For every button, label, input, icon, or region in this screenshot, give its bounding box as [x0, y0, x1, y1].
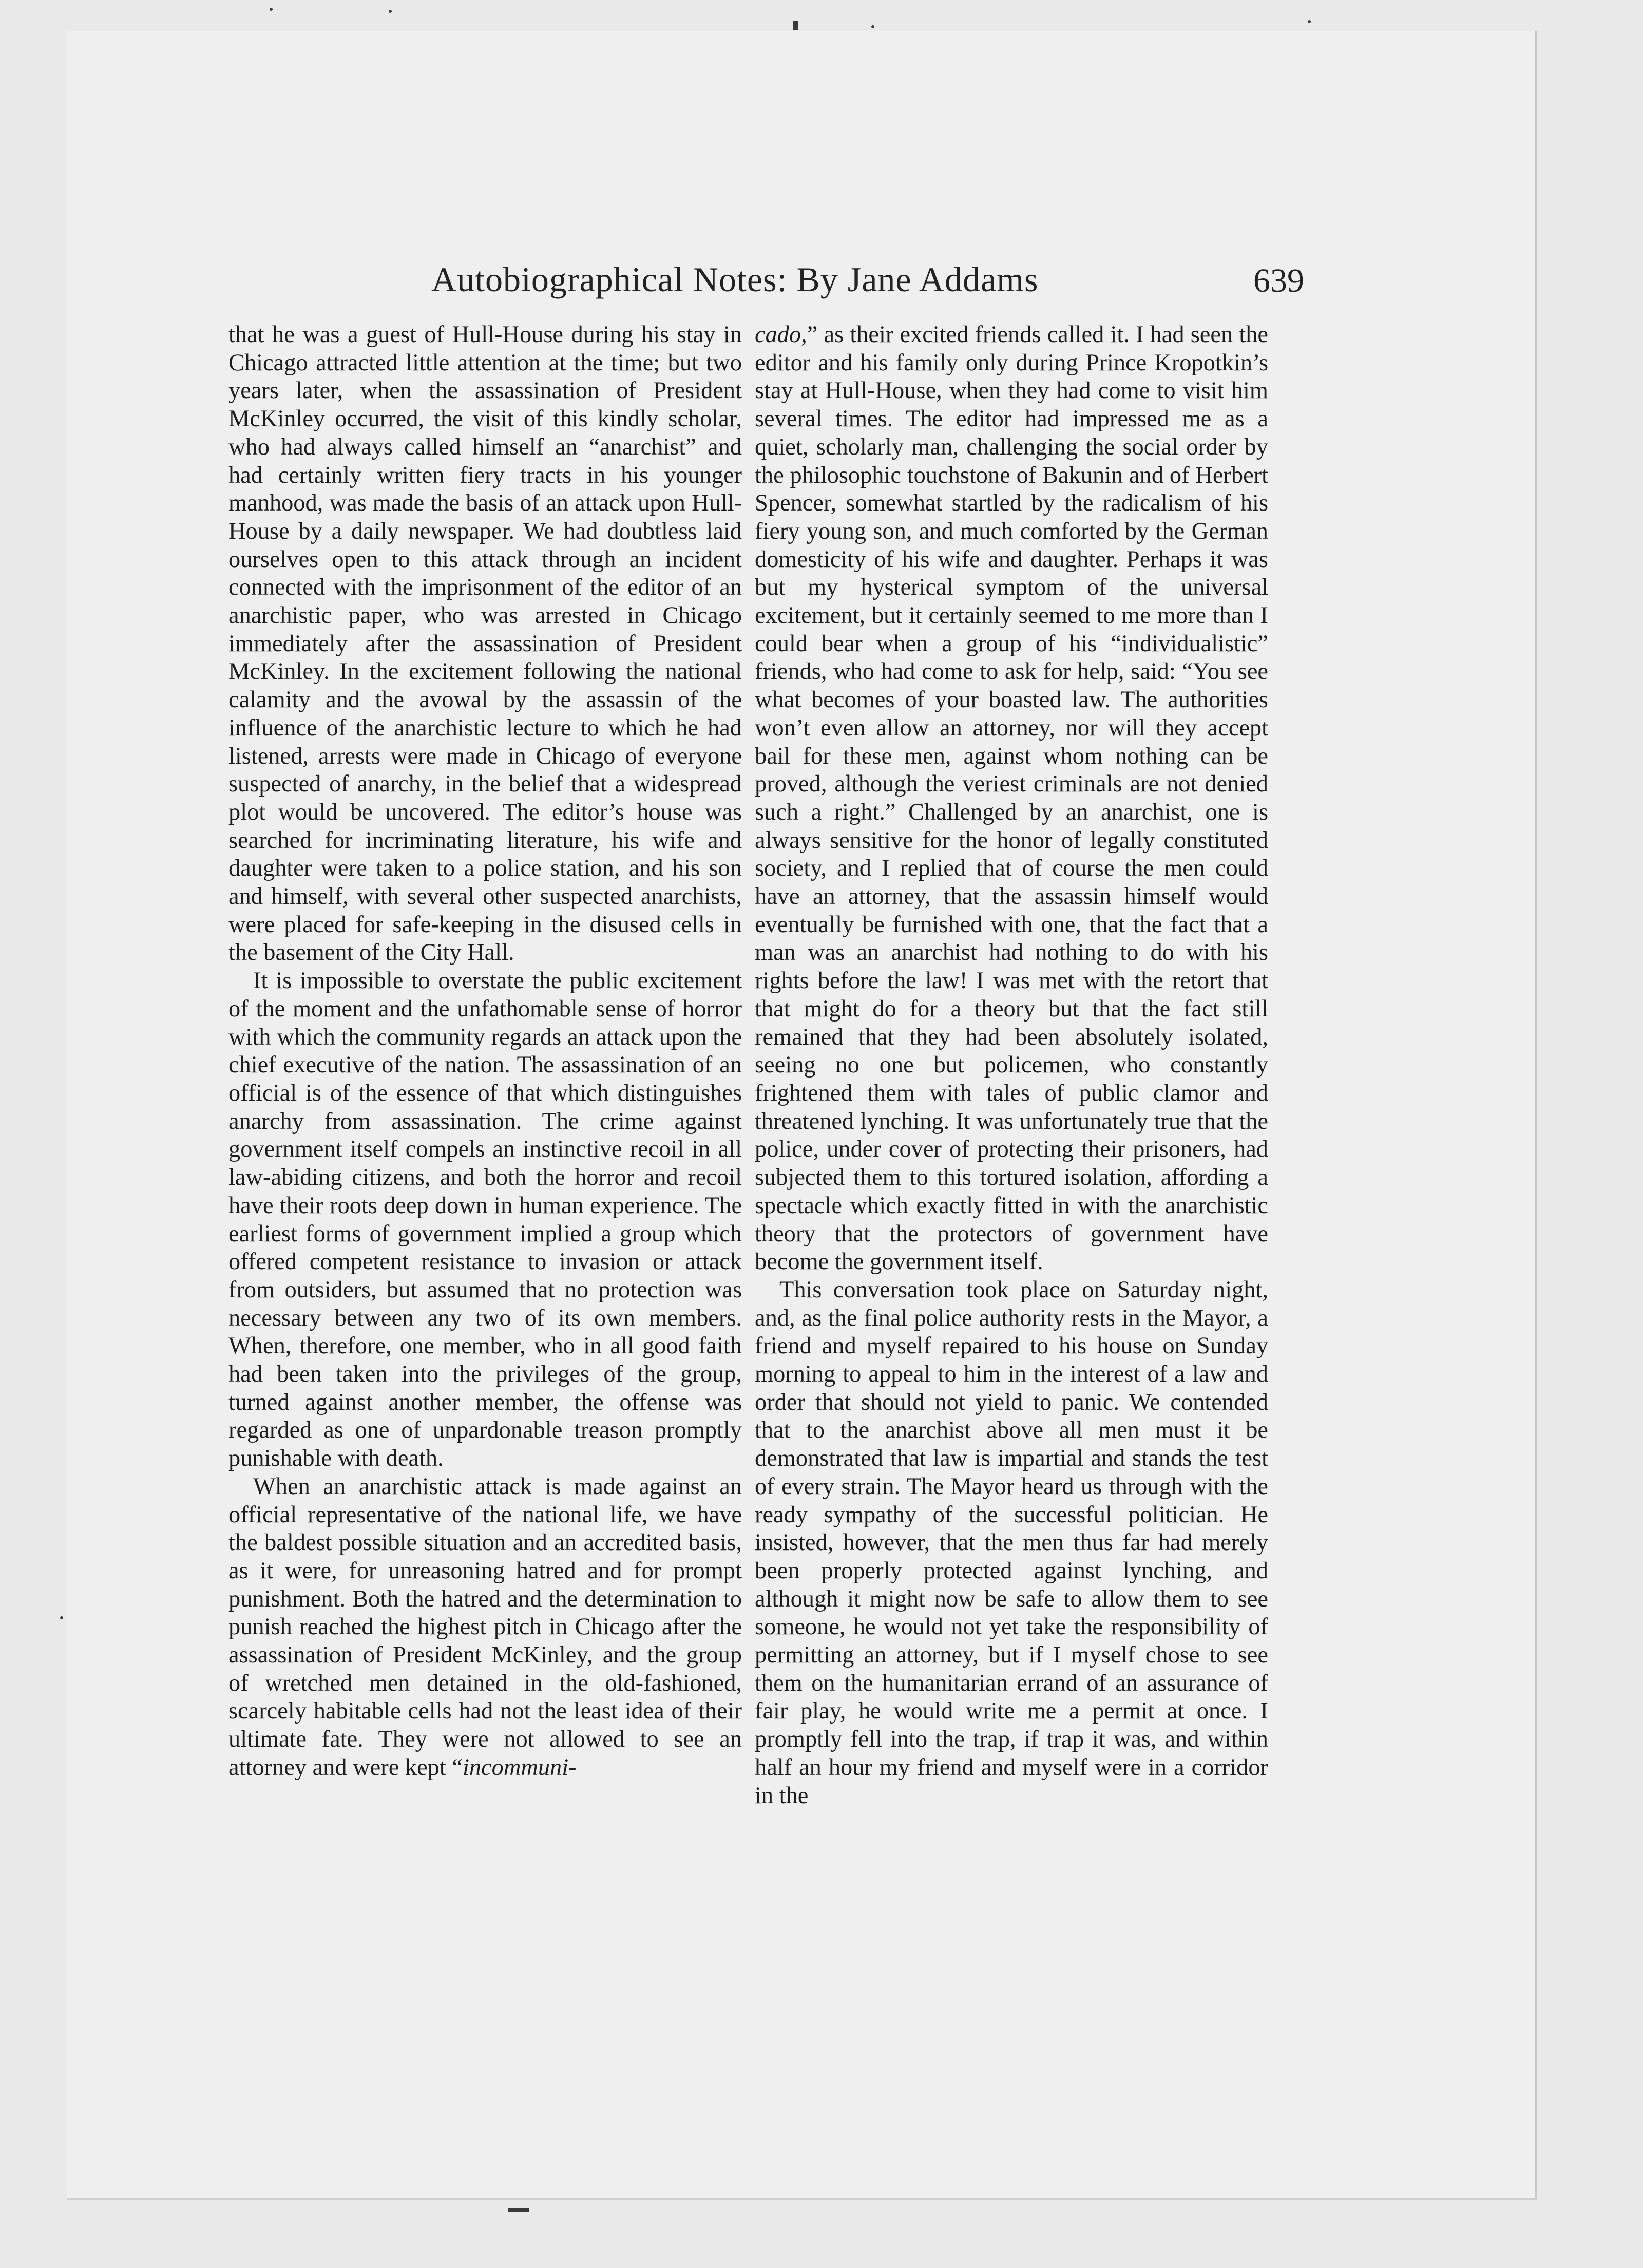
page-number: 639: [1253, 262, 1304, 299]
right-column: [755, 321, 1268, 1810]
right-paragraph-1: [755, 321, 1268, 1276]
right-paragraph-1-text: ” as their excited friends called it. I had seen the editor and his family only during Prince Kropotkin’s stay at Hull-House, when they had come to visit him several times. The editor had impressed me as a quiet, scholarly man, challenging the social order by the philosophic touchstone of Bakunin and of Herbert Spencer, somewhat startled by the radicalism of his fiery young son, and much comforted by the German domesticity of his wife and daughter. Perhaps it was but my hysterical symptom of the universal excitement, but it certainly seemed to me more than I could bear when a group of his “individualistic” friends, who had come to ask for help, said: “You see what becomes of your boasted law. The authorities won’t even allow an attorney, nor will they accept bail for these men, against whom nothing can be proved, although the veriest criminals are not denied such a right.” Challenged by an anarchist, one is always sensitive for the honor of legally constituted society, and I replied that of course the men could have an attorney, that the assassin himself would eventually be furnished with one, that the fact that a man was an anarchist had nothing to do with his rights before the law! I was met with the retort that that might do for a theory but that the fact still remained that they had been absolutely isolated, seeing no one but policemen, who constantly frightened them with tales of public clamor and threatened lynching. It was unfortunately true that the police, under cover of protecting their prisoners, had subjected them to this tortured isolation, affording a spectacle which exactly fitted in with the anarchistic theory that the protectors of government have become the government itself.: [755, 322, 1268, 1275]
left-paragraph-3: [228, 1473, 742, 1782]
right-paragraph-1-italic: cado,: [755, 322, 807, 348]
right-paragraph-2: This conversation took place on Saturday night, and, as the final police authority rests in the Mayor, a friend and myself repaired to his house on Sunday morning to appeal to him in the interest of a law and order that should not yield to panic. We contended that to the anarchist above all men must it be demonstrated that law is impartial and stands the test of every strain. The Mayor heard us through with the ready sympathy of the successful politician. He insisted, however, that the men thus far had merely been properly protected against lynching, and although it might now be safe to allow them to see someone, he would not yet take the responsibility of permitting an attorney, but if I myself chose to see them on the humanitarian errand of an assurance of fair play, he would write me a permit at once. I promptly fell into the trap, if trap it was, and within half an hour my friend and myself were in a corridor in the: [755, 1276, 1268, 1809]
left-column: [228, 321, 742, 1782]
running-title: Autobiographical Notes: By Jane Addams: [431, 260, 1039, 299]
running-head: [370, 259, 1335, 306]
left-paragraph-1: that he was a guest of Hull-House during his stay in Chicago attracted little attention at the time; but two years later, when the assassination of President McKinley occurred, the visit of this kindly scholar, who had always called himself an “anarchist” and had certainly written fiery tracts in his younger manhood, was made the basis of an attack upon Hull-House by a daily newspaper. We had doubtless laid ourselves open to this attack through an incident connected with the imprisonment of the editor of an anarchistic paper, who was arrested in Chicago immediately after the assassination of President McKinley. In the excitement following the national calamity and the avowal by the assassin of the influence of the anarchistic lecture to which he had listened, arrests were made in Chicago of everyone suspected of anarchy, in the belief that a widespread plot would be uncovered. The editor’s house was searched for incriminating literature, his wife and daughter were taken to a police station, and his son and himself, with several other suspected anarchists, were placed for safe-keeping in the disused cells in the basement of the City Hall.: [228, 322, 742, 966]
left-paragraph-3-italic: incommuni-: [462, 1754, 577, 1781]
left-paragraph-3-text: When an anarchistic attack is made against an official representative of the national life, we have the baldest possible situation and an accredited basis, as it were, for unreasoning hatred and for prompt punishment. Both the hatred and the determination to punish reached the highest pitch in Chicago after the assassination of President McKinley, and the group of wretched men detained in the old-fashioned, scarcely habitable cells had not the least idea of their ultimate fate. They were not allowed to see an attorney and were kept “: [228, 1473, 742, 1781]
left-paragraph-2: It is impossible to overstate the public excitement of the moment and the unfathomable sense of horror with which the community regards an attack upon the chief executive of the nation. The assassination of an official is of the essence of that which distinguishes anarchy from assassination. The crime against government itself compels an instinctive recoil in all law-abiding citizens, and both the horror and recoil have their roots deep down in human experience. The earliest forms of government implied a group which offered competent resistance to invasion or attack from outsiders, but assumed that no protection was necessary between any two of its own members. When, therefore, one member, who in all good faith had been taken into the privileges of the group, turned against another member, the offense was regarded as one of unpardonable treason promptly punishable with death.: [228, 968, 742, 1472]
